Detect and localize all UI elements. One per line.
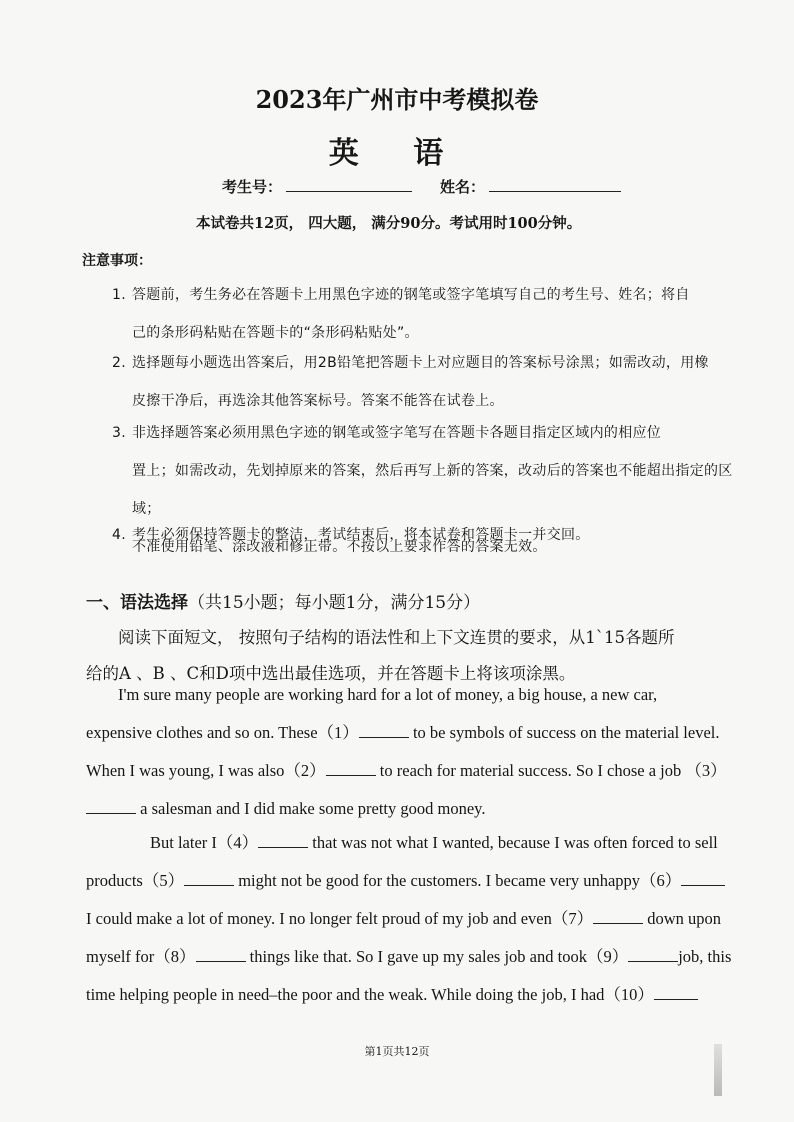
passage-text: to reach for material success. So I chose a job （3） [379,761,727,780]
passage-text: down upon [647,909,722,928]
notice-num: 1. [112,287,126,303]
notice-text: 皮擦干净后，再选涂其他答案标号。答案不能答在试卷上。 [132,393,504,409]
answer-blank [359,723,409,738]
exam-title: 2023年广州市中考模拟卷 [255,85,539,114]
section-heading [86,588,480,613]
page-number: 第1页共12页 [364,1045,430,1058]
name-blank [489,179,621,192]
notice-num: 4. [112,527,126,543]
section-title: 一、语法选择 [86,593,188,613]
notice-heading: 注意事项： [82,253,152,269]
answer-blank [258,833,308,848]
notice-text: 己的条形码粘贴在答题卡的“条形码粘贴处”。 [132,325,419,341]
candidate-info-line [222,176,625,197]
notice-text: 非选择题答案必须用黑色字迹的钢笔或签字笔写在答题卡各题目指定区域内的相应位 [132,425,662,441]
notice-text: 选择题每小题选出答案后，用2B铅笔把答题卡上对应题目的答案标号涂黑；如需改动，用橡 [132,355,709,371]
passage-text: myself for（8） [86,947,196,966]
passage-text: products（5） [86,871,185,890]
passage-text: things like that. So I gave up my sales job and took（9） [249,947,629,966]
instruction-line: 阅读下面短文， 按照句子结构的语法性和上下文连贯的要求，从1`15各题所 [118,628,675,647]
notice-item [112,276,752,352]
section-note: （共15小题；每小题1分，满分15分） [188,593,481,613]
instruction-line: 给的A 、B 、C和D项中选出最佳选项，并在答题卡上将该项涂黑。 [86,664,576,683]
answer-blank [681,871,725,886]
name-label: 姓名： [440,178,486,196]
passage-text: I could make a lot of money. I no longer felt proud of my job and even（7） [86,909,594,928]
answer-blank [593,909,643,924]
passage-text: When I was young, I was also（2） [86,761,326,780]
answer-blank [184,871,234,886]
answer-blank [196,947,246,962]
passage-text: I'm sure many people are working hard for a lot of money, a big house, a new car, [118,685,658,704]
answer-blank [326,761,376,776]
answer-blank [86,799,136,814]
notice-text: 置上；如需改动，先划掉原来的答案，然后再写上新的答案，改动后的答案也不能超出指定的区域； [132,463,733,517]
answer-blank [654,985,698,1000]
passage-text: time helping people in need–the poor and the weak. While doing the job, I had（10） [86,985,654,1004]
passage-paragraph-2 [86,824,740,1014]
notice-text: 答题前，考生务必在答题卡上用黑色字迹的钢笔或签字笔填写自己的考生号、姓名；将自 [132,287,690,303]
subject-title: 英 语 [328,136,466,171]
scan-edge-mark [714,1044,722,1096]
notice-item [112,516,752,554]
passage-text: that was not what I wanted, because I was often forced to sell [312,833,718,852]
exam-no-blank [286,179,412,192]
exam-no-label: 考生号： [222,178,283,196]
notice-text: 考生必须保持答题卡的整洁，考试结束后，将本试卷和答题卡一并交回。 [132,527,590,543]
notice-num: 2. [112,355,126,371]
passage-text: to be symbols of success on the material level. [412,723,720,742]
passage-text: expensive clothes and so on. These（1） [86,723,359,742]
exam-info: 本试卷共12页， 四大题， 满分90分。考试用时100分钟。 [196,215,582,232]
notice-text: 不准使用铅笔、涂改液和修正带。不按以上要求作答的答案无效。 [132,539,547,555]
passage-paragraph-1 [86,676,740,828]
notice-item [112,344,752,420]
answer-blank [628,947,678,962]
passage-text: job, this [678,947,732,966]
passage-text: But later I（4） [150,833,259,852]
notice-num: 3. [112,425,126,441]
passage-text: might not be good for the customers. I became very unhappy（6） [238,871,682,890]
passage-text: a salesman and I did make some pretty good money. [140,799,486,818]
